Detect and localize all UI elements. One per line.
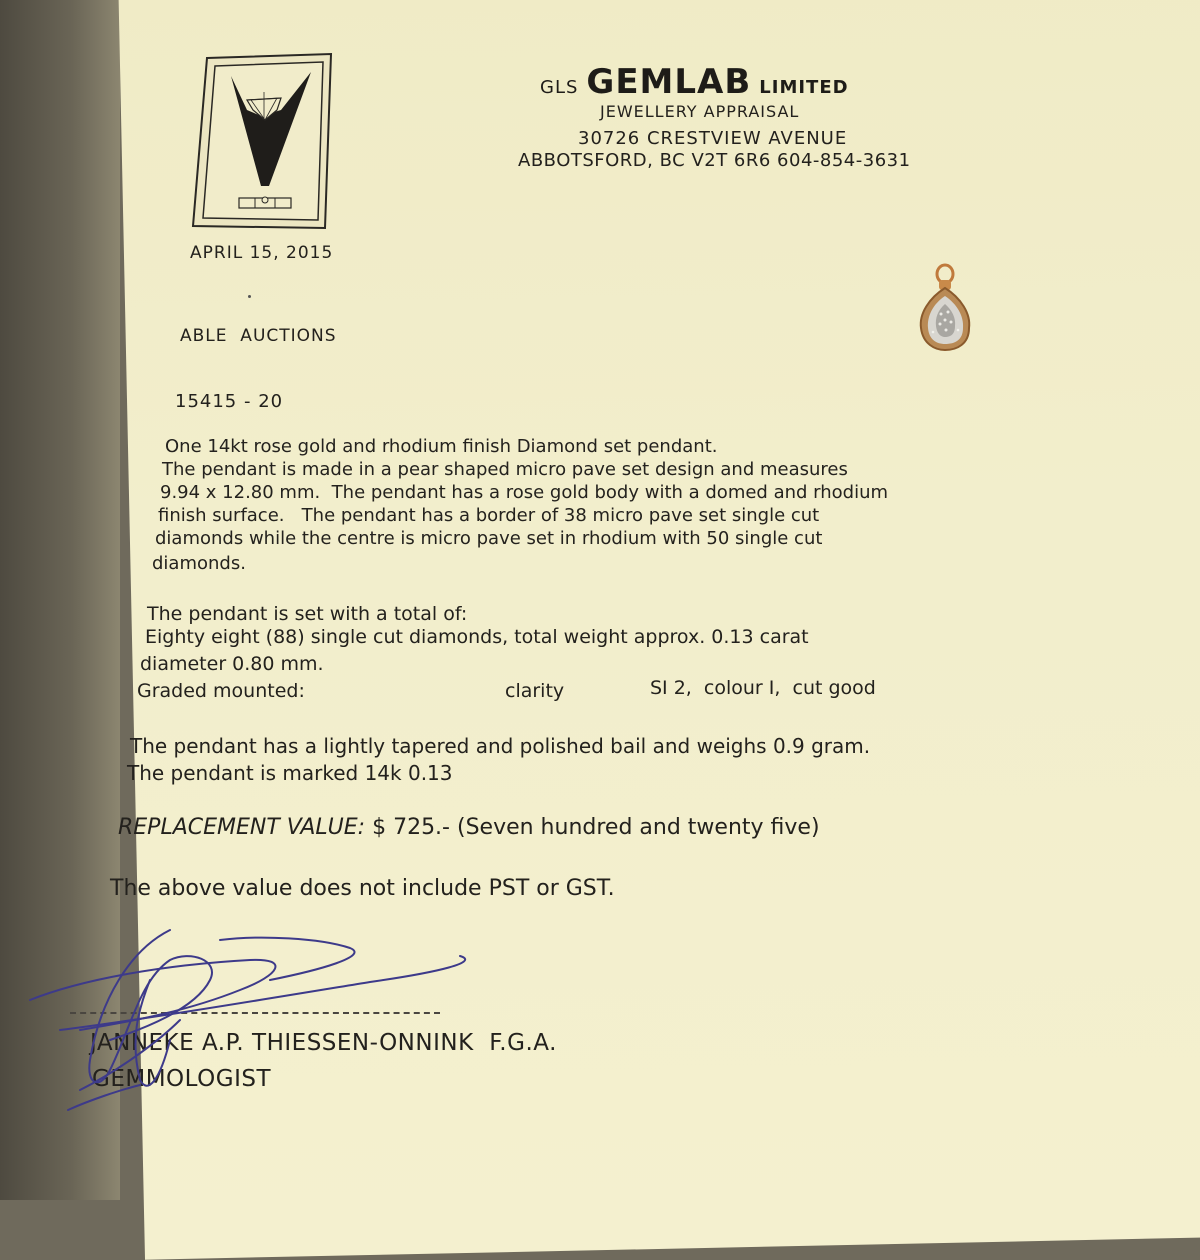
description-line: finish surface. The pendant has a border of 38 micro pave set single cut [158,505,820,526]
handwritten-signature [20,920,500,1120]
pendant-photo [905,262,985,362]
signer-title: GEMMOLOGIST [92,1066,271,1092]
company-street: 30726 CRESTVIEW AVENUE [578,128,848,149]
paper-mark [248,295,251,298]
company-main: GEMLAB [586,62,752,102]
description-line: One 14kt rose gold and rhodium finish Diamond set pendant. [165,436,718,457]
stones-count: Eighty eight (88) single cut diamonds, total weight approx. 0.13 carat [145,626,809,648]
marking-line: The pendant is marked 14k 0.13 [127,761,453,785]
addressee: ABLE AUCTIONS [180,326,337,346]
letter-date: APRIL 15, 2015 [190,243,334,263]
stones-intro: The pendant is set with a total of: [147,603,468,625]
replacement-amount: $ 725.- (Seven hundred and twenty five) [372,815,820,840]
company-city-phone: ABBOTSFORD, BC V2T 6R6 604-854-3631 [518,150,911,171]
description-line: diamonds while the centre is micro pave set in rhodium with 50 single cut [155,528,823,549]
gemlab-logo [185,52,335,232]
tax-disclaimer: The above value does not include PST or GST. [110,876,615,901]
reference-number: 15415 - 20 [175,391,284,412]
stones-diameter: diameter 0.80 mm. [140,653,324,675]
clarity-label: clarity [505,680,565,702]
description-line: The pendant is made in a pear shaped micro pave set design and measures [162,459,848,480]
graded-label: Graded mounted: [137,680,305,702]
company-subtitle: JEWELLERY APPRAISAL [600,102,800,121]
company-prefix: GLS [540,77,579,98]
company-suffix: LIMITED [759,77,849,98]
bail-line: The pendant has a lightly tapered and polished bail and weighs 0.9 gram. [130,734,871,758]
description-line: diamonds. [152,553,246,574]
replacement-value [118,815,820,840]
company-name [540,62,849,102]
signer-name: JANNEKE A.P. THIESSEN-ONNINK F.G.A. [90,1030,557,1056]
description-line: 9.94 x 12.80 mm. The pendant has a rose gold body with a domed and rhodium [160,482,889,503]
grading-value: SI 2, colour I, cut good [650,677,876,699]
replacement-label: REPLACEMENT VALUE: [118,815,366,840]
